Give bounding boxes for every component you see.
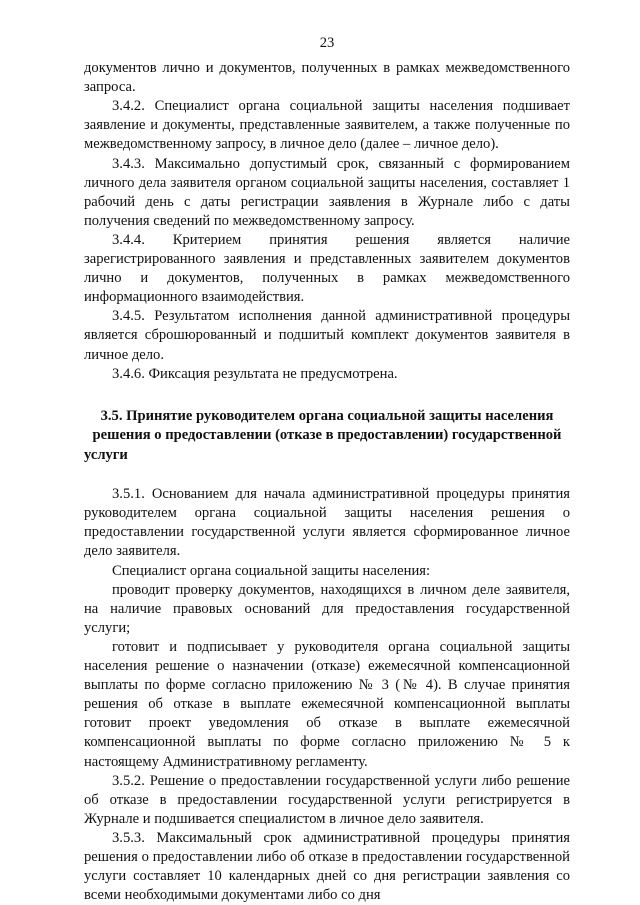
paragraph-3-4-4: 3.4.4. Критерием принятия решения является наличие зарегистрированного заявления и представленных заявителем документов лично и документов, полученных в рамках межведомственного информационного взаимодействия. <box>84 231 570 306</box>
paragraph-prepare-decision: готовит и подписывает у руководителя органа социальной защиты населения решение о назначении (отказе) ежемесячной компенсационной выплаты по форме согласно приложению № 3 (№ 4). В случае принятия решения об отказе в выплате ежемесячной компенсационной выплаты готовит проект уведомления об отказе в выплате ежемесячной компенсационной выплаты по форме согласно приложению № 5 к настоящему Административному регламенту. <box>84 638 570 770</box>
page-number: 23 <box>319 35 335 51</box>
paragraph-3-4-2: 3.4.2. Специалист органа социальной защиты населения подшивает заявление и документы, представленные заявителем, а также полученные по межведомственному запросу, в личное дело (далее – личное дело). <box>84 98 570 153</box>
paragraph-3-4-5: 3.4.5. Результатом исполнения данной административной процедуры является сброшюрованный и подшитый комплект документов заявителя в личное дело. <box>84 308 570 363</box>
paragraph-3-5-2: 3.5.2. Решение о предоставлении государственной услуги либо решение об отказе в предоставлении государственной услуги регистрируется в Журнале и подшивается специалистом в личное дело заявителя. <box>84 772 570 827</box>
section-heading-3-5: 3.5. Принятие руководителем органа социальной защиты населения решения о предоставлении (отказе в предоставлении) государственной услуги <box>84 407 562 463</box>
paragraph-specialist-intro: Специалист органа социальной защиты населения: <box>112 562 431 579</box>
paragraph-3-5-3: 3.5.3. Максимальный срок административной процедуры принятия решения о предоставлении либо об отказе в предоставлении государственной услуги составляет 10 календарных дней со дня регистрации заявления со всеми необходимыми документами либо со дня <box>84 829 570 904</box>
paragraph-3-4-3: 3.4.3. Максимально допустимый срок, связанный с формированием личного дела заявителя органом социальной защиты населения, составляет 1 рабочий день с даты регистрации заявления в Журнале либо с даты получения сведений по межведомственному запросу. <box>84 155 570 229</box>
paragraph-3-4-6: 3.4.6. Фиксация результата не предусмотрена. <box>112 365 398 382</box>
paragraph-3-5-1: 3.5.1. Основанием для начала административной процедуры принятия руководителем органа социальной защиты населения решения о предоставлении государственной услуги является сформированное личное дело заявителя. <box>84 486 570 560</box>
document-page <box>84 34 570 905</box>
paragraph-check-documents: проводит проверку документов, находящихся в личном деле заявителя, на наличие правовых оснований для предоставления государственной услуги; <box>84 581 570 636</box>
paragraph-continuation: документов лично и документов, полученных в рамках межведомственного запроса. <box>84 60 570 96</box>
